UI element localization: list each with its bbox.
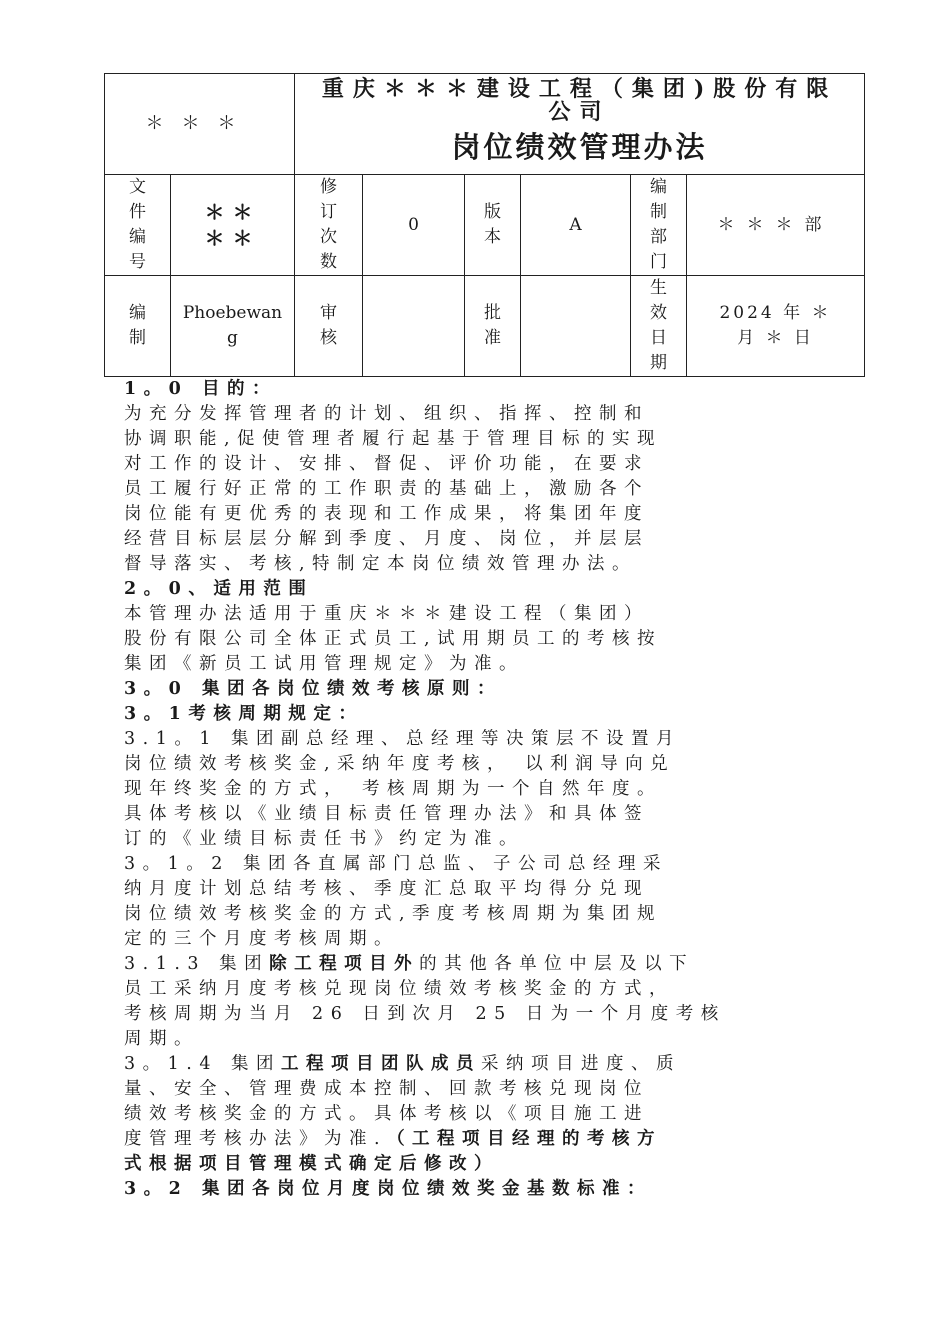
- cell-text-line: 版: [484, 202, 501, 222]
- document-title: 岗位绩效管理办法: [451, 130, 708, 164]
- subsection-heading: 3。1考核周期规定：: [124, 704, 364, 724]
- review-value: [363, 276, 465, 377]
- cell-text-line: 文: [129, 177, 146, 197]
- text-line: 式根据项目管理模式确定后修改）: [124, 1154, 499, 1174]
- revision-label: [295, 175, 363, 276]
- title-cell: [295, 74, 865, 175]
- text-line: 岗位绩效考核奖金的方式,季度考核周期为集团规: [124, 904, 663, 924]
- section-heading: 1。0 目的：: [124, 379, 277, 399]
- dept-label: [631, 175, 687, 276]
- dept-value: ＊＊＊部: [687, 175, 865, 276]
- text-line: 具体考核以《业绩目标责任管理办法》和具体签: [124, 804, 649, 824]
- file-no-label: [105, 175, 171, 276]
- text-line: 3.1。1 集团副总经理、总经理等决策层不设置月: [124, 729, 682, 749]
- text-line: 现年终奖金的方式， 考核周期为一个自然年度。: [124, 779, 663, 799]
- cell-text-line: 号: [129, 252, 146, 272]
- cell-text-line: 次: [320, 227, 337, 247]
- text-line: 岗位能有更优秀的表现和工作成果，将集团年度: [124, 504, 649, 524]
- cell-text-line: 期: [650, 353, 667, 373]
- clause-3-1-1: [124, 727, 834, 852]
- text-line: 岗位绩效考核奖金,采纳年度考核， 以利润导向兑: [124, 754, 676, 774]
- company-name: 重庆＊＊＊建设工程（集团)股份有限 公司: [321, 76, 838, 125]
- cell-text-line: 门: [650, 252, 667, 272]
- text-line: 对工作的设计、安排、督促、评价功能，在要求: [124, 454, 649, 474]
- section-1-text: [124, 402, 834, 577]
- clause-3-1-3: [124, 977, 834, 1052]
- section-heading: 3。0 集团各岗位绩效考核原则：: [124, 679, 502, 699]
- text-line: 为充分发挥管理者的计划、组织、指挥、控制和: [124, 404, 649, 424]
- text-line: 定的三个月度考核周期。: [124, 929, 399, 949]
- author-label: [105, 276, 171, 377]
- cell-text-line: ＊＊: [204, 226, 261, 250]
- text-line: 周期。: [124, 1029, 199, 1049]
- revision-value: 0: [363, 175, 465, 276]
- cell-text-line: 订: [320, 202, 337, 222]
- cell-text-line: 生: [650, 278, 667, 298]
- text-line: 度管理考核办法》为准.（工程项目经理的考核方: [124, 1129, 663, 1149]
- author-value: [171, 276, 295, 377]
- cell-text-line: 编: [129, 303, 146, 323]
- cell-text-line: 部: [650, 227, 667, 247]
- cell-text-line: 件: [129, 202, 146, 222]
- text-line: 经营目标层层分解到季度、月度、岗位，并层层: [124, 529, 649, 549]
- text-line: 集团《新员工试用管理规定》为准。: [124, 654, 524, 674]
- text-line: 员工采纳月度考核兑现岗位绩效考核奖金的方式，: [124, 979, 674, 999]
- text-line: 协调职能,促使管理者履行起基于管理目标的实现: [124, 429, 663, 449]
- cell-text-line: 月 ＊ 日: [737, 328, 814, 348]
- cell-text-line: 审: [320, 303, 337, 323]
- file-no-value: [171, 175, 295, 276]
- version-label: [465, 175, 521, 276]
- cell-text-line: 编: [650, 177, 667, 197]
- cell-text-line: 制: [650, 202, 667, 222]
- approve-label: [465, 276, 521, 377]
- date-label: [631, 276, 687, 377]
- text-line: 督导落实、考核,特制定本岗位绩效管理办法。: [124, 554, 638, 574]
- cell-text-line: 效: [650, 303, 667, 323]
- cell-text-line: 制: [129, 328, 146, 348]
- company-logo-cell: [105, 74, 295, 175]
- text-line: 本管理办法适用于重庆＊＊＊建设工程（集团）: [124, 604, 649, 624]
- text-line: 量、安全、管理费成本控制、回款考核兑现岗位: [124, 1079, 649, 1099]
- text-line: 股份有限公司全体正式员工,试用期员工的考核按: [124, 629, 663, 649]
- cell-text-line: 2024 年 ＊: [719, 303, 832, 323]
- text-line: 3。1。2 集团各直属部门总监、子公司总经理采: [124, 854, 668, 874]
- text-line: 员工履行好正常的工作职责的基础上，激励各个: [124, 479, 649, 499]
- date-value: [687, 276, 865, 377]
- cell-text-line: 本: [484, 227, 501, 247]
- text-line: 考核周期为当月 26 日到次月 25 日为一个月度考核: [124, 1004, 726, 1024]
- cell-text-line: ＊＊: [204, 200, 261, 224]
- text-line: 绩效考核奖金的方式。具体考核以《项目施工进: [124, 1104, 649, 1124]
- text-line: 纳月度计划总结考核、季度汇总取平均得分兑现: [124, 879, 649, 899]
- clause-3-1-2: [124, 852, 834, 952]
- subsection-heading: 3。2 集团各岗位月度岗位绩效奖金基数标准：: [124, 1179, 652, 1199]
- section-heading: 2。0、适用范围: [124, 579, 314, 599]
- cell-text-line: 日: [650, 328, 667, 348]
- approve-value: [521, 276, 631, 377]
- cell-text-line: 修: [320, 177, 337, 197]
- cell-text-line: 编: [129, 227, 146, 247]
- header-table: [104, 73, 865, 377]
- cell-text-line: 批: [484, 303, 501, 323]
- text-line: 订的《业绩目标责任书》约定为准。: [124, 829, 524, 849]
- section-2-text: [124, 602, 834, 677]
- logo-placeholder: ＊＊＊: [145, 113, 254, 134]
- clause-3-1-4-first-line: 3。1.4 集团工程项目团队成员采纳项目进度、质: [124, 1054, 682, 1074]
- clause-3-1-3-first-line: 3.1.3 集团除工程项目外的其他各单位中层及以下: [124, 954, 695, 974]
- cell-text-line: 核: [320, 328, 337, 348]
- cell-text-line: Phoebewan: [182, 303, 283, 323]
- cell-text-line: 准: [484, 328, 501, 348]
- review-label: [295, 276, 363, 377]
- version-value: A: [521, 175, 631, 276]
- cell-text-line: g: [227, 328, 238, 348]
- document-body: [124, 377, 834, 1202]
- cell-text-line: 数: [320, 252, 337, 272]
